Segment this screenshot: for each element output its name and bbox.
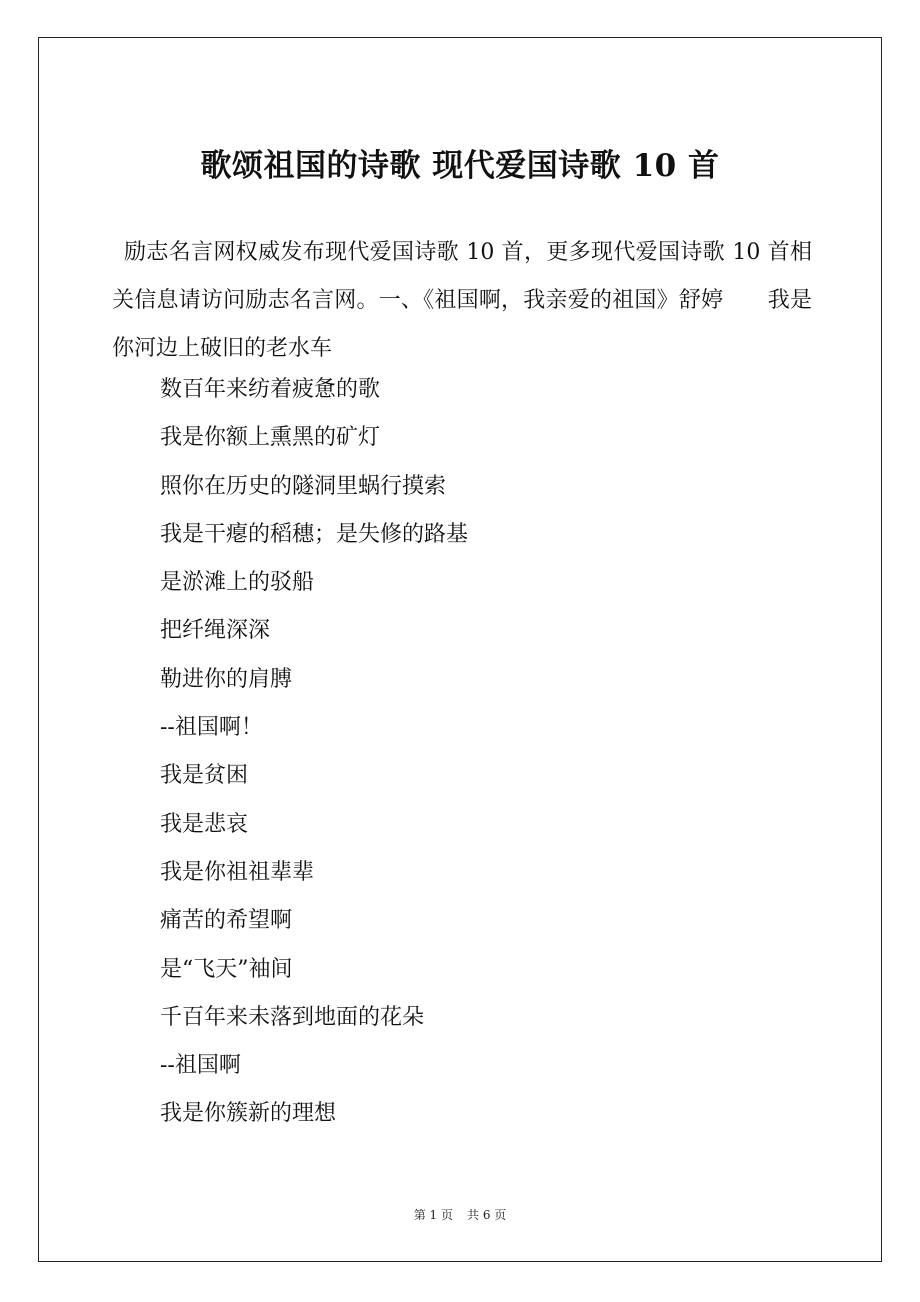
page-footer bbox=[0, 1206, 920, 1224]
intro-paragraph bbox=[112, 229, 812, 373]
poem-body bbox=[160, 366, 468, 1139]
intro-text: 励志名言网权威发布现代爱国诗歌 10 首，更多现代爱国诗歌 10 首相关信息请访问励志名言网。一、《祖国啊，我亲爱的祖国》舒婷 我是你河边上破旧的老水车 bbox=[112, 240, 812, 361]
poem-line: 痛苦的希望啊 bbox=[160, 908, 293, 934]
poem-line: 把纤绳深深 bbox=[160, 618, 271, 644]
poem-line: 勒进你的肩膊 bbox=[160, 666, 293, 692]
poem-line: 我是你簇新的理想 bbox=[160, 1101, 337, 1127]
poem-line: 我是悲哀 bbox=[160, 811, 249, 837]
page-total: 共 6 页 bbox=[467, 1208, 507, 1222]
poem-line: --祖国啊！ bbox=[160, 715, 263, 741]
page-number: 第 1 页 bbox=[413, 1208, 453, 1222]
poem-line: 是淤滩上的驳船 bbox=[160, 570, 315, 596]
poem-line: 我是干瘪的稻穗；是失修的路基 bbox=[160, 521, 469, 547]
poem-line: 千百年来未落到地面的花朵 bbox=[160, 1004, 425, 1030]
poem-line: --祖国啊 bbox=[160, 1053, 241, 1079]
poem-line: 是“飞天”袖间 bbox=[160, 956, 293, 982]
poem-line: 我是贫困 bbox=[160, 763, 249, 789]
poem-line: 我是你祖祖辈辈 bbox=[160, 859, 315, 885]
poem-line: 数百年来纺着疲惫的歌 bbox=[160, 377, 381, 402]
poem-line: 我是你额上熏黑的矿灯 bbox=[160, 425, 381, 451]
poem-line: 照你在历史的隧洞里蜗行摸索 bbox=[160, 473, 447, 499]
document-title: 歌颂祖国的诗歌 现代爱国诗歌 10 首 bbox=[200, 148, 720, 184]
